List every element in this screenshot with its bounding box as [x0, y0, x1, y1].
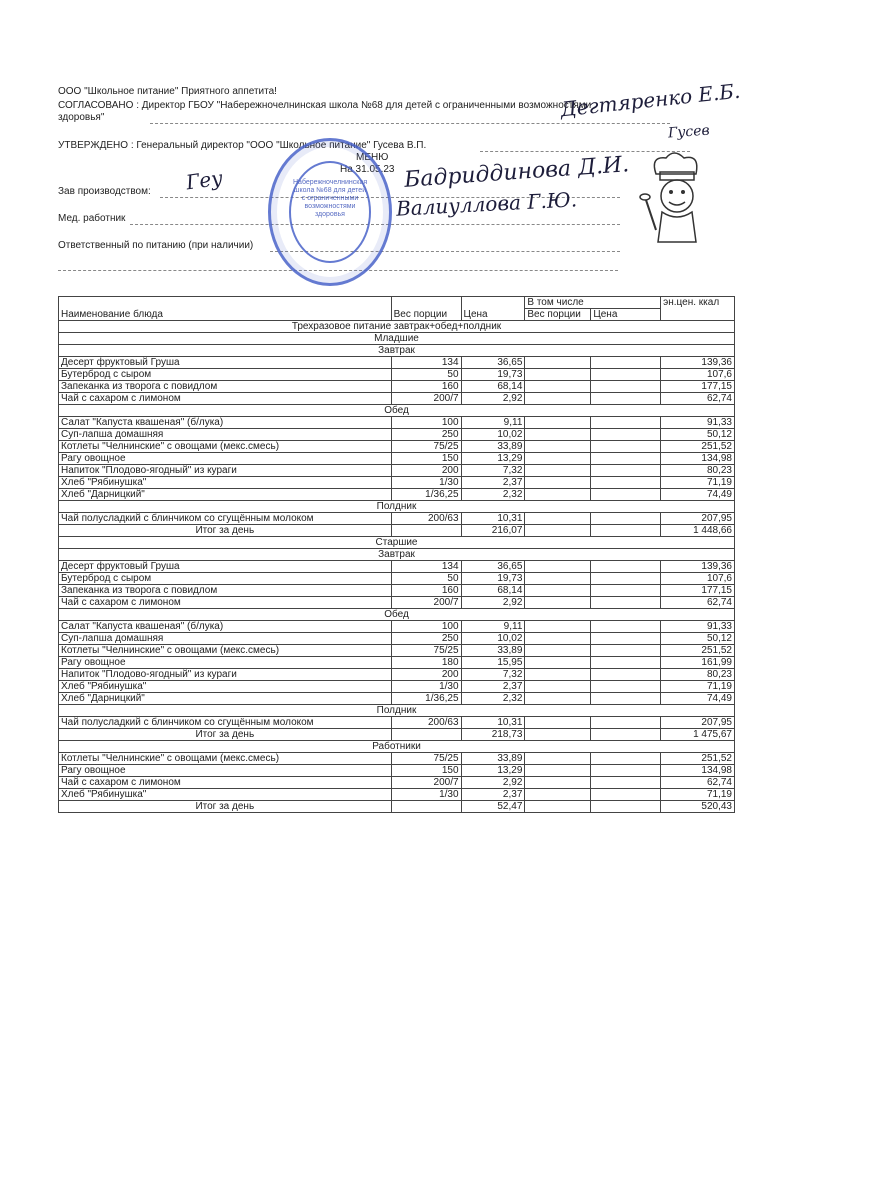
dish-inc-price: [591, 489, 661, 501]
dish-name: Запеканка из творога с повидлом: [59, 585, 392, 597]
meal-title: Полдник: [59, 705, 735, 717]
dish-row: [59, 513, 735, 525]
dish-energy: 139,36: [661, 561, 735, 573]
dish-inc-weight: [525, 453, 591, 465]
dish-inc-price: [591, 357, 661, 369]
dish-price: 7,32: [461, 669, 525, 681]
dish-inc-price: [591, 753, 661, 765]
dish-name: Бутерброд с сыром: [59, 369, 392, 381]
dish-inc-weight: [525, 357, 591, 369]
dish-energy: 71,19: [661, 789, 735, 801]
stamp-text: Набережночелнинская школа №68 для детей с ограниченными возможностями здоровья: [293, 179, 368, 218]
dish-row: [59, 573, 735, 585]
dish-inc-weight: [525, 465, 591, 477]
dish-weight: 75/25: [391, 645, 461, 657]
dish-weight: 75/25: [391, 753, 461, 765]
dish-price: 10,02: [461, 633, 525, 645]
meal-title: Завтрак: [59, 549, 735, 561]
dish-price: 68,14: [461, 585, 525, 597]
dish-energy: 91,33: [661, 417, 735, 429]
dish-energy: 80,23: [661, 465, 735, 477]
dish-price: 68,14: [461, 381, 525, 393]
dish-inc-price: [591, 573, 661, 585]
dish-price: 13,29: [461, 453, 525, 465]
col-inc-price-header: Цена: [591, 309, 661, 321]
meal-title: Полдник: [59, 501, 735, 513]
dish-energy: 71,19: [661, 477, 735, 489]
dish-energy: 207,95: [661, 717, 735, 729]
total-inc-weight: [525, 801, 591, 813]
dish-energy: 91,33: [661, 621, 735, 633]
dish-inc-weight: [525, 513, 591, 525]
dish-price: 2,37: [461, 477, 525, 489]
production-signature-1: Бадриддинова Д.И.: [403, 152, 630, 193]
dish-name: Рагу овощное: [59, 453, 392, 465]
dish-inc-weight: [525, 441, 591, 453]
dish-name: Котлеты "Челнинские" с овощами (мекс.смесь): [59, 753, 392, 765]
dish-price: 33,89: [461, 753, 525, 765]
dish-inc-weight: [525, 393, 591, 405]
dish-price: 2,92: [461, 597, 525, 609]
dish-inc-price: [591, 381, 661, 393]
dish-price: 9,11: [461, 621, 525, 633]
short-signature: Геу: [184, 165, 225, 195]
dish-weight: 134: [391, 561, 461, 573]
dish-energy: 50,12: [661, 633, 735, 645]
dish-inc-weight: [525, 381, 591, 393]
dish-name: Суп-лапша домашняя: [59, 429, 392, 441]
total-energy: 520,43: [661, 801, 735, 813]
total-price: 216,07: [461, 525, 525, 537]
dish-energy: 62,74: [661, 393, 735, 405]
dish-row: [59, 777, 735, 789]
dish-row: [59, 393, 735, 405]
dish-inc-weight: [525, 585, 591, 597]
dish-row: [59, 429, 735, 441]
dish-name: Хлеб "Рябинушка": [59, 681, 392, 693]
dish-inc-price: [591, 417, 661, 429]
dish-weight: 200/7: [391, 393, 461, 405]
approved-line: УТВЕРЖДЕНО : Генеральный директор "ООО "Школьное питание" Гусева В.П.: [58, 140, 427, 151]
dish-name: Салат "Капуста квашеная" (б/лука): [59, 417, 392, 429]
dish-name: Хлеб "Рябинушка": [59, 477, 392, 489]
medic-label: Мед. работник: [58, 213, 126, 224]
dish-inc-weight: [525, 777, 591, 789]
production-signature-2: Валиуллова Г.Ю.: [395, 187, 578, 221]
dish-energy: 251,52: [661, 753, 735, 765]
dish-row: [59, 693, 735, 705]
dish-price: 33,89: [461, 645, 525, 657]
organization-stamp: [268, 138, 392, 286]
total-inc-weight: [525, 729, 591, 741]
dish-price: 2,92: [461, 393, 525, 405]
dish-inc-price: [591, 441, 661, 453]
dish-row: [59, 633, 735, 645]
plan-row: [59, 321, 735, 333]
dish-name: Хлеб "Рябинушка": [59, 789, 392, 801]
dish-name: Десерт фруктовый Груша: [59, 357, 392, 369]
dish-inc-price: [591, 621, 661, 633]
group-row: [59, 333, 735, 345]
dish-inc-weight: [525, 669, 591, 681]
dish-name: Котлеты "Челнинские" с овощами (мекс.смесь): [59, 645, 392, 657]
total-weight: [391, 525, 461, 537]
dish-inc-price: [591, 429, 661, 441]
menu-date: На 31.05.23: [340, 164, 395, 175]
dish-inc-price: [591, 585, 661, 597]
total-label: Итог за день: [59, 729, 392, 741]
dish-price: 2,37: [461, 789, 525, 801]
dish-name: Запеканка из творога с повидлом: [59, 381, 392, 393]
dish-inc-weight: [525, 573, 591, 585]
dish-weight: 1/30: [391, 477, 461, 489]
dish-inc-price: [591, 789, 661, 801]
dish-energy: 50,12: [661, 429, 735, 441]
meal-row: [59, 705, 735, 717]
dish-inc-price: [591, 681, 661, 693]
dish-inc-price: [591, 465, 661, 477]
dish-inc-price: [591, 633, 661, 645]
dish-price: 2,32: [461, 489, 525, 501]
dish-price: 2,37: [461, 681, 525, 693]
total-inc-price: [591, 729, 661, 741]
dish-name: Чай полусладкий с блинчиком со сгущённым молоком: [59, 717, 392, 729]
dish-weight: 200/7: [391, 777, 461, 789]
dish-price: 10,31: [461, 513, 525, 525]
dish-inc-weight: [525, 693, 591, 705]
ceo-signature: Гусев: [667, 122, 711, 142]
dish-inc-weight: [525, 369, 591, 381]
dish-inc-weight: [525, 621, 591, 633]
dish-inc-price: [591, 453, 661, 465]
dish-weight: 100: [391, 417, 461, 429]
dish-inc-weight: [525, 417, 591, 429]
dish-energy: 107,6: [661, 573, 735, 585]
dish-energy: 251,52: [661, 441, 735, 453]
dish-energy: 177,15: [661, 585, 735, 597]
dish-weight: 200: [391, 669, 461, 681]
dish-energy: 251,52: [661, 645, 735, 657]
responsible-label: Ответственный по питанию (при наличии): [58, 240, 254, 251]
col-weight-header: Вес порции: [391, 297, 461, 321]
dish-energy: 80,23: [661, 669, 735, 681]
dish-price: 10,02: [461, 429, 525, 441]
dish-inc-price: [591, 693, 661, 705]
dish-energy: 139,36: [661, 357, 735, 369]
dish-inc-weight: [525, 789, 591, 801]
dish-inc-price: [591, 657, 661, 669]
dish-inc-weight: [525, 717, 591, 729]
total-price: 218,73: [461, 729, 525, 741]
dish-energy: 177,15: [661, 381, 735, 393]
dish-row: [59, 561, 735, 573]
col-price-header: Цена: [461, 297, 525, 321]
dish-inc-weight: [525, 681, 591, 693]
dish-name: Чай полусладкий с блинчиком со сгущённым молоком: [59, 513, 392, 525]
dish-name: Напиток "Плодово-ягодный" из кураги: [59, 465, 392, 477]
dish-name: Десерт фруктовый Груша: [59, 561, 392, 573]
dish-row: [59, 765, 735, 777]
company-line: ООО "Школьное питание" Приятного аппетита!: [58, 86, 277, 97]
dish-row: [59, 717, 735, 729]
dish-weight: 75/25: [391, 441, 461, 453]
dish-energy: 134,98: [661, 765, 735, 777]
col-inc-weight-header: Вес порции: [525, 309, 591, 321]
col-energy-header: эн.цен. ккал: [661, 297, 735, 321]
meal-title: Обед: [59, 609, 735, 621]
dish-energy: 62,74: [661, 597, 735, 609]
total-row: [59, 525, 735, 537]
dish-row: [59, 441, 735, 453]
dish-inc-price: [591, 645, 661, 657]
dish-weight: 250: [391, 429, 461, 441]
agreed-line-cont: здоровья": [58, 112, 105, 123]
group-row: [59, 741, 735, 753]
dish-row: [59, 585, 735, 597]
dish-name: Хлеб "Дарницкий": [59, 693, 392, 705]
agreed-line: СОГЛАСОВАНО : Директор ГБОУ "Набережночелнинская школа №68 для детей с ограниченными возможностями: [58, 100, 592, 111]
dish-price: 13,29: [461, 765, 525, 777]
dish-weight: 200/63: [391, 717, 461, 729]
dish-row: [59, 453, 735, 465]
dish-row: [59, 681, 735, 693]
dish-weight: 134: [391, 357, 461, 369]
dish-price: 19,73: [461, 573, 525, 585]
dish-weight: 250: [391, 633, 461, 645]
dish-row: [59, 369, 735, 381]
dish-inc-weight: [525, 429, 591, 441]
dish-row: [59, 597, 735, 609]
dish-name: Чай с сахаром с лимоном: [59, 597, 392, 609]
dish-energy: 161,99: [661, 657, 735, 669]
dish-name: Суп-лапша домашняя: [59, 633, 392, 645]
dish-row: [59, 657, 735, 669]
dish-row: [59, 417, 735, 429]
group-row: [59, 537, 735, 549]
dish-name: Чай с сахаром с лимоном: [59, 777, 392, 789]
dish-name: Рагу овощное: [59, 765, 392, 777]
meal-row: [59, 405, 735, 417]
dish-price: 7,32: [461, 465, 525, 477]
dish-energy: 107,6: [661, 369, 735, 381]
menu-table: [58, 296, 735, 813]
dish-inc-weight: [525, 477, 591, 489]
total-label: Итог за день: [59, 801, 392, 813]
dish-energy: 71,19: [661, 681, 735, 693]
dish-inc-weight: [525, 657, 591, 669]
dish-row: [59, 789, 735, 801]
dish-weight: 50: [391, 573, 461, 585]
dish-price: 36,65: [461, 357, 525, 369]
dish-energy: 62,74: [661, 777, 735, 789]
agreed-signature-line: [150, 123, 670, 124]
dish-name: Салат "Капуста квашеная" (б/лука): [59, 621, 392, 633]
dish-weight: 150: [391, 453, 461, 465]
total-row: [59, 729, 735, 741]
total-price: 52,47: [461, 801, 525, 813]
meal-row: [59, 501, 735, 513]
dish-inc-weight: [525, 489, 591, 501]
dish-price: 15,95: [461, 657, 525, 669]
dish-inc-weight: [525, 633, 591, 645]
total-inc-price: [591, 801, 661, 813]
dish-row: [59, 753, 735, 765]
dish-inc-price: [591, 513, 661, 525]
dish-weight: 180: [391, 657, 461, 669]
table-header-row-1: [59, 297, 735, 309]
dish-row: [59, 357, 735, 369]
dish-name: Напиток "Плодово-ягодный" из кураги: [59, 669, 392, 681]
dish-inc-price: [591, 393, 661, 405]
meal-title: Обед: [59, 405, 735, 417]
dish-weight: 160: [391, 381, 461, 393]
dish-row: [59, 621, 735, 633]
menu-title: МЕНЮ: [356, 152, 389, 163]
dish-name: Рагу овощное: [59, 657, 392, 669]
dish-energy: 74,49: [661, 489, 735, 501]
dish-inc-price: [591, 477, 661, 489]
total-weight: [391, 801, 461, 813]
dish-energy: 207,95: [661, 513, 735, 525]
total-energy: 1 475,67: [661, 729, 735, 741]
group-title: Старшие: [59, 537, 735, 549]
dish-weight: 1/30: [391, 681, 461, 693]
dish-inc-weight: [525, 645, 591, 657]
total-row: [59, 801, 735, 813]
dish-name: Бутерброд с сыром: [59, 573, 392, 585]
total-label: Итог за день: [59, 525, 392, 537]
dish-row: [59, 645, 735, 657]
dish-weight: 100: [391, 621, 461, 633]
dish-price: 10,31: [461, 717, 525, 729]
dish-inc-price: [591, 369, 661, 381]
dish-inc-price: [591, 777, 661, 789]
total-inc-price: [591, 525, 661, 537]
dish-price: 2,32: [461, 693, 525, 705]
dish-price: 9,11: [461, 417, 525, 429]
dish-weight: 1/30: [391, 789, 461, 801]
meal-row: [59, 609, 735, 621]
meal-row: [59, 549, 735, 561]
total-weight: [391, 729, 461, 741]
dish-energy: 134,98: [661, 453, 735, 465]
dish-row: [59, 381, 735, 393]
group-title: Младшие: [59, 333, 735, 345]
dish-row: [59, 477, 735, 489]
production-label: Зав производством:: [58, 186, 151, 197]
meal-title: Завтрак: [59, 345, 735, 357]
dish-energy: 74,49: [661, 693, 735, 705]
col-name-header: Наименование блюда: [59, 297, 392, 321]
group-title: Работники: [59, 741, 735, 753]
dish-weight: 1/36,25: [391, 693, 461, 705]
dish-row: [59, 489, 735, 501]
dish-inc-weight: [525, 561, 591, 573]
dish-name: Хлеб "Дарницкий": [59, 489, 392, 501]
dish-price: 36,65: [461, 561, 525, 573]
dish-weight: 160: [391, 585, 461, 597]
dish-weight: 1/36,25: [391, 489, 461, 501]
dish-row: [59, 669, 735, 681]
dish-weight: 150: [391, 765, 461, 777]
dish-name: Котлеты "Челнинские" с овощами (мекс.смесь): [59, 441, 392, 453]
dish-weight: 200/7: [391, 597, 461, 609]
chef-icon: [636, 150, 718, 246]
dish-inc-weight: [525, 597, 591, 609]
dish-price: 19,73: [461, 369, 525, 381]
director-signature: Дегтяренко Е.Б.: [559, 78, 742, 122]
dish-inc-price: [591, 597, 661, 609]
dish-price: 33,89: [461, 441, 525, 453]
dish-weight: 200: [391, 465, 461, 477]
plan-title: Трехразовое питание завтрак+обед+полдник: [59, 321, 735, 333]
dish-inc-price: [591, 669, 661, 681]
dish-price: 2,92: [461, 777, 525, 789]
dish-weight: 200/63: [391, 513, 461, 525]
dish-name: Чай с сахаром с лимоном: [59, 393, 392, 405]
dish-inc-weight: [525, 765, 591, 777]
dish-row: [59, 465, 735, 477]
dish-inc-weight: [525, 753, 591, 765]
meal-row: [59, 345, 735, 357]
total-inc-weight: [525, 525, 591, 537]
dish-inc-price: [591, 717, 661, 729]
dish-inc-price: [591, 561, 661, 573]
dish-weight: 50: [391, 369, 461, 381]
total-energy: 1 448,66: [661, 525, 735, 537]
dish-inc-price: [591, 765, 661, 777]
col-including-header: В том числе: [525, 297, 661, 309]
